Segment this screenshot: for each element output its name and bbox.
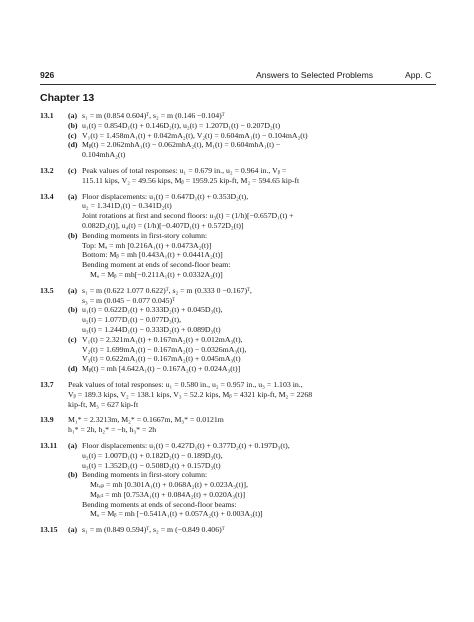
problem-number: 13.5 — [40, 285, 54, 295]
answer-line: h₁* = 2h, h₂* = −h, h₃* = 2h — [68, 425, 157, 435]
answer-line: Bottom: Mᵦ = mh [0.443A₁(t) + 0.0441A₂(t)] — [82, 250, 223, 260]
header-rule — [40, 84, 436, 85]
answer-line: Peak values of total responses: u₁ = 0.679 in., u₂ = 0.964 in., Vᵦ = — [82, 165, 287, 175]
answer-line: s₁ = m (0.854 0.604)ᵀ, s₂ = m (0.146 −0.104)ᵀ — [82, 111, 225, 120]
problem-number: 13.4 — [40, 191, 54, 201]
answer-line: 0.082D₂(t)], u₄(t) = (1/h)[−0.407D₁(t) + 0.572D₂(t)] — [82, 220, 244, 230]
part-label: (a) — [68, 440, 78, 450]
answer-line: Floor displacements: u₁(t) = 0.427D₁(t) + 0.377D₂(t) + 0.197D₃(t), — [82, 440, 290, 450]
appendix-label: App. C — [405, 70, 432, 80]
answer-line: u₃(t) = 1.244D₁(t) − 0.333D₂(t) + 0.089D₃(t) — [82, 324, 221, 334]
running-title: Answers to Selected Problems — [256, 70, 374, 80]
answer-line: Peak values of total responses: u₁ = 0.580 in., u₂ = 0.957 in., u₃ = 1.103 in., — [68, 379, 303, 389]
problem-number: 13.2 — [40, 165, 54, 175]
answer-line: V₁(t) = 1.458mA₁(t) + 0.042mA₂(t), V₂(t) = 0.604mA₁(t) − 0.104mA₂(t) — [82, 130, 308, 140]
part-label: (a) — [68, 285, 78, 295]
answer-line: u₂(t) = 1.007D₁(t) + 0.182D₂(t) − 0.189D₃(t), — [82, 450, 223, 460]
answer-line: u₁(t) = 0.854D₁(t) + 0.146D₂(t), u₂(t) = 1.207D₁(t) − 0.207D₂(t) — [82, 120, 281, 130]
problem-13-15 — [40, 525, 440, 535]
answer-line: V₂(t) = 1.699mA₁(t) − 0.167mA₂(t) − 0.0326mA₃(t), — [82, 344, 247, 354]
answer-line: s₃ = m (0.045 − 0.077 0.045)ᵀ — [82, 295, 175, 305]
problem-13-5 — [40, 286, 440, 374]
answer-line: V₃(t) = 0.622mA₁(t) − 0.167mA₂(t) + 0.045mA₃(t) — [82, 354, 241, 364]
answer-part — [68, 525, 440, 535]
answer-part — [68, 364, 440, 374]
answer-line: Mᵦₒₜ = mh [0.753A₁(t) + 0.084A₂(t) + 0.020A₃(t)] — [90, 489, 246, 499]
part-label: (b) — [68, 230, 78, 240]
answer-line: u₂(t) = 1.077D₁(t) − 0.077D₃(t), — [82, 315, 182, 325]
answers-list — [40, 111, 440, 541]
answer-part — [68, 192, 440, 231]
answer-part — [68, 441, 440, 470]
answer-line: u₁(t) = 0.622D₁(t) + 0.333D₂(t) + 0.045D₃(t), — [82, 305, 223, 315]
answer-line: Vᵦ = 189.3 kips, V₂ = 138.1 kips, V₃ = 52.2 kips, Mᵦ = 4321 kip-ft, M₂ = 2268 — [68, 389, 313, 399]
problem-13-7 — [40, 380, 440, 409]
answer-part — [68, 380, 440, 409]
answer-line: s₁ = m (0.622 1.077 0.622)ᵀ, s₂ = m (0.333 0 −0.167)ᵀ, — [82, 285, 252, 295]
problem-13-9 — [40, 415, 440, 435]
answer-line: M₁* = 2.3213m, M₂* = 0.1667m, M₃* = 0.0121m — [68, 415, 224, 425]
problem-number: 13.9 — [40, 415, 54, 425]
answer-line: Bending moments in first-story column: — [82, 470, 208, 480]
problem-number: 13.11 — [40, 440, 58, 450]
answer-part — [68, 286, 440, 306]
answer-line: V₁(t) = 2.321mA₁(t) + 0.167mA₂(t) + 0.012mA₃(t), — [82, 334, 243, 344]
chapter-heading: Chapter 13 — [40, 92, 95, 104]
answer-part — [68, 415, 440, 435]
problem-13-4 — [40, 192, 440, 280]
answer-line: Joint rotations at first and second floors: u₃(t) = (1/h)[−0.657D₁(t) + — [82, 211, 294, 221]
part-label: (a) — [68, 525, 78, 535]
answer-part — [68, 121, 440, 131]
answer-line: Floor displacements: u₁(t) = 0.647D₁(t) + 0.353D₂(t), — [82, 191, 249, 201]
answer-line: Bending moments at ends of second-floor beams: — [82, 499, 237, 509]
problem-number: 13.1 — [40, 111, 54, 120]
answer-part — [68, 166, 440, 186]
problem-number: 13.7 — [40, 379, 54, 389]
part-label: (b) — [68, 120, 78, 130]
answer-line: Mₐ = Mᵦ = mh[−0.211A₁(t) + 0.0332A₂(t)] — [90, 269, 223, 279]
part-label: (c) — [68, 165, 77, 175]
part-label: (b) — [68, 470, 78, 480]
problem-13-11 — [40, 441, 440, 519]
answer-line: s₁ = m (0.849 0.594)ᵀ, s₂ = m (−0.849 0.406)ᵀ — [82, 525, 225, 535]
part-label: (a) — [68, 111, 78, 120]
answer-line: Mᵦ(t) = 2.062mhA₁(t) − 0.062mhA₂(t), M₁(t) = 0.604mhA₁(t) − — [82, 140, 281, 150]
part-label: (c) — [68, 130, 77, 140]
answer-line: u₃(t) = 1.352D₁(t) − 0.508D₂(t) + 0.157D₃(t) — [82, 460, 221, 470]
answer-part — [68, 111, 440, 121]
answer-part — [68, 231, 440, 280]
answer-part — [68, 305, 440, 334]
part-label: (d) — [68, 140, 78, 150]
answer-part — [68, 335, 440, 364]
answer-line: Mₜₒₚ = mh [0.301A₁(t) + 0.068A₂(t) + 0.023A₃(t)], — [90, 480, 248, 490]
answer-line: 115.11 kips, V₂ = 49.56 kips, Mᵦ = 1959.25 kip-ft, M₂ = 594.65 kip-ft — [82, 175, 300, 185]
problem-number: 13.15 — [40, 525, 58, 535]
answer-line: Bending moments in first-story column: — [82, 230, 208, 240]
page-number: 926 — [40, 70, 55, 80]
answer-part — [68, 470, 440, 519]
problem-13-1 — [40, 111, 440, 160]
answer-part — [68, 140, 440, 160]
answer-line: Mᵦ(t) = mh [4.642A₁(t) − 0.167A₂(t) + 0.024A₃(t)] — [82, 364, 241, 374]
part-label: (d) — [68, 364, 78, 374]
answer-line: Top: Mₐ = mh [0.216A₁(t) + 0.0473A₂(t)] — [82, 240, 212, 250]
problem-13-2 — [40, 166, 440, 186]
answer-line: 0.104mhA₂(t) — [82, 150, 126, 160]
part-label: (b) — [68, 305, 78, 315]
answer-line: kip-ft, M₃ = 627 kip-ft — [68, 399, 139, 409]
answer-line: Bending moment at ends of second-floor beam: — [82, 260, 231, 270]
part-label: (a) — [68, 191, 78, 201]
answer-part — [68, 131, 440, 141]
answer-line: Mₐ = Mᵦ = mh [−0.541A₁(t) + 0.057A₂(t) + 0.003A₃(t)] — [90, 509, 263, 519]
answer-line: u₂ = 1.341D₁(t) − 0.341D₂(t) — [82, 201, 172, 211]
part-label: (c) — [68, 334, 77, 344]
